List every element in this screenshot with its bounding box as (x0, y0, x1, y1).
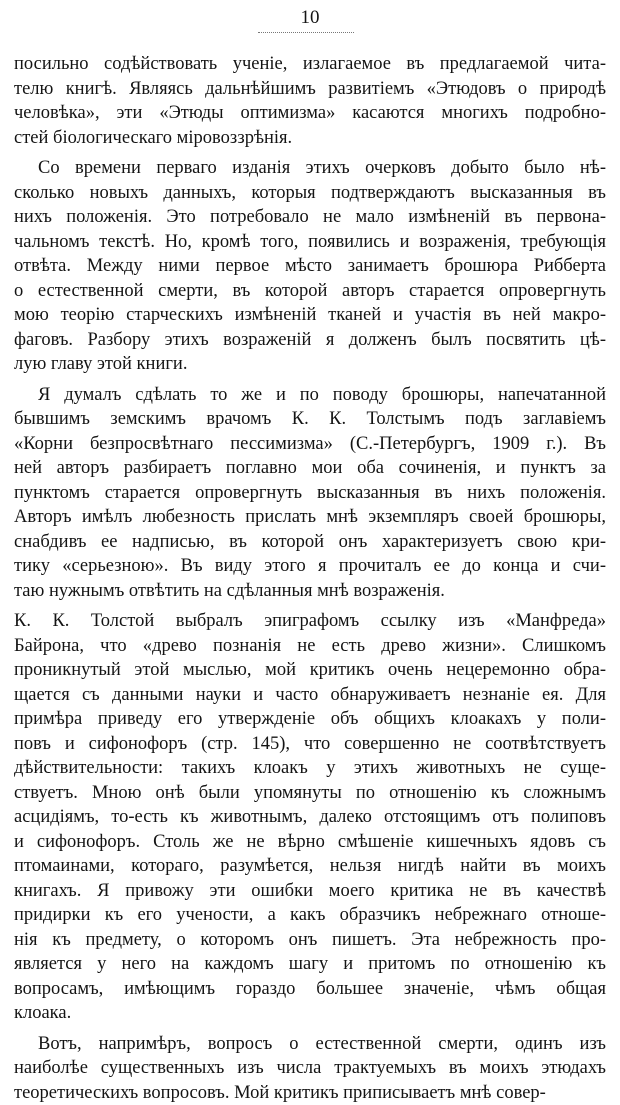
text-line: таю нужнымъ отвѣтить на сдѣланныя мнѣ возраженія. (0, 579, 620, 604)
text-line: клоака. (0, 1001, 620, 1026)
text-line: «Корни безпросвѣтнаго пессимизма» (С.-Петербургъ, 1909 г.). Въ (0, 432, 620, 457)
text-line: лую главу этой книги. (0, 352, 620, 377)
body-text (0, 52, 620, 1105)
text-line: асцидіямъ, то-есть къ животнымъ, далеко отстоящимъ отъ полиповъ (0, 805, 620, 830)
text-line: книгахъ. Я привожу эти ошибки моего критика не въ качествѣ (0, 879, 620, 904)
text-line: наиболѣе существенныхъ изъ числа трактуемыхъ въ моихъ этюдахъ (0, 1056, 620, 1081)
text-line: о естественной смерти, въ которой авторъ старается опровергнуть (0, 279, 620, 304)
text-line: является у него на каждомъ шагу и притомъ по отношенію къ (0, 952, 620, 977)
text-line: стей біологическаго міровоззрѣнія. (0, 126, 620, 151)
text-line: снабдивъ ее надписью, въ которой онъ характеризуетъ свою кри- (0, 530, 620, 555)
text-line: примѣра приведу его утвержденіе объ общихъ клоакахъ у поли- (0, 707, 620, 732)
text-line: Байрона, что «древо познанія не есть древо жизни». Слишкомъ (0, 634, 620, 659)
text-line: щается съ данными науки и часто обнаруживаетъ незнаніе ея. Для (0, 683, 620, 708)
text-line: ней авторъ разбираетъ поглавно мои оба сочиненія, и пунктъ за (0, 456, 620, 481)
text-line: чальномъ текстѣ. Но, кромѣ того, появились и возраженія, требующія (0, 230, 620, 255)
text-line: тику «серьезною». Въ виду этого я прочиталъ ее до конца и счи- (0, 554, 620, 579)
text-line: нихъ положенія. Это потребовало не мало измѣненій въ первона- (0, 205, 620, 230)
paragraph (0, 383, 620, 604)
text-line: теоретическихъ вопросовъ. Мой критикъ приписываетъ мнѣ совер- (0, 1081, 620, 1105)
text-line: бывшимъ земскимъ врачомъ К. К. Толстымъ подъ заглавіемъ (0, 407, 620, 432)
text-line: человѣка», эти «Этюды оптимизма» касаются многихъ подробно- (0, 101, 620, 126)
text-line: нія къ предмету, о которомъ онъ пишетъ. Эта небрежность про- (0, 928, 620, 953)
text-line: посильно содѣйствовать ученіе, излагаемое въ предлагаемой чита- (0, 52, 620, 77)
text-line: дѣйствительности: такихъ клоакъ у этихъ животныхъ не суще- (0, 756, 620, 781)
text-line: сколько новыхъ данныхъ, которыя подтверждаютъ высказанныя въ (0, 181, 620, 206)
text-line: мою теорію старческихъ измѣненій тканей и участія въ ней макро- (0, 303, 620, 328)
text-line: фаговъ. Разбору этихъ возраженій я долженъ былъ посвятить цѣ- (0, 328, 620, 353)
text-line: Со времени перваго изданія этихъ очерковъ добыто было нѣ- (0, 156, 620, 181)
text-line: отвѣта. Между ними первое мѣсто занимаетъ брошюра Риббертa (0, 254, 620, 279)
text-line: проникнутый этой мыслью, мой критикъ очень нецеремонно обра- (0, 658, 620, 683)
paragraph (0, 156, 620, 377)
header-rule (258, 32, 354, 33)
text-line: Авторъ имѣлъ любезность прислать мнѣ экземпляръ своей брошюры, (0, 505, 620, 530)
text-line: придирки къ его учености, а какъ образчикъ небрежнаго отноше- (0, 903, 620, 928)
text-line: вопросамъ, имѣющимъ гораздо большее значеніе, чѣмъ общая (0, 977, 620, 1002)
paragraph (0, 609, 620, 1026)
text-line: Вотъ, напримѣръ, вопросъ о естественной смерти, одинъ изъ (0, 1032, 620, 1057)
text-line: птомаинами, котораго, разумѣется, нельзя нигдѣ найти въ моихъ (0, 854, 620, 879)
text-line: К. К. Толстой выбралъ эпиграфомъ ссылку изъ «Манфреда» (0, 609, 620, 634)
paragraph (0, 52, 620, 150)
text-line: ствуетъ. Мною онѣ были упомянуты по отношенію къ сложнымъ (0, 781, 620, 806)
text-line: телю книгѣ. Являясь дальнѣйшимъ развитіемъ «Этюдовъ о природѣ (0, 77, 620, 102)
text-line: Я думалъ сдѣлать то же и по поводу брошюры, напечатанной (0, 383, 620, 408)
page-number: 10 (0, 6, 620, 30)
text-line: пунктомъ старается опровергнуть высказанныя въ нихъ положенія. (0, 481, 620, 506)
text-line: и сифонофоръ. Столь же не вѣрно смѣшеніе кишечныхъ ядовъ съ (0, 830, 620, 855)
text-line: повъ и сифонофоръ (стр. 145), что совершенно не соотвѣтствуетъ (0, 732, 620, 757)
paragraph (0, 1032, 620, 1105)
